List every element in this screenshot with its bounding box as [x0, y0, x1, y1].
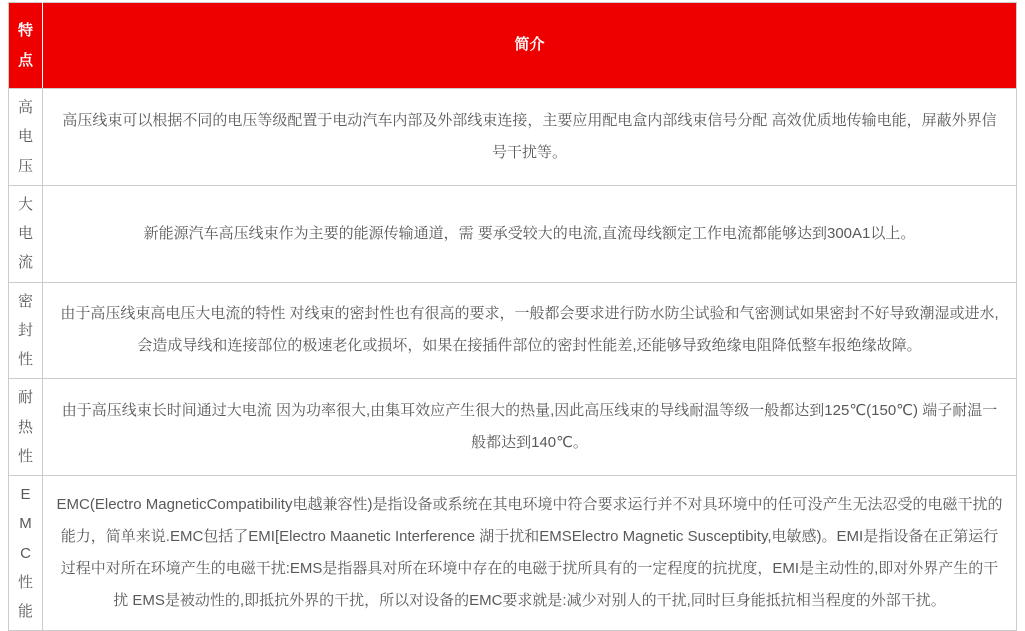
row-text-high-voltage: 高压线束可以根据不同的电压等级配置于电动汽车内部及外部线束连接，主要应用配电盒内部线束信号分配 高效优质地传输电能，屏蔽外界信号干扰等。 — [43, 89, 1017, 186]
row-label-high-current: 大电流 — [9, 185, 43, 282]
header-intro-column: 简介 — [43, 3, 1017, 89]
table-row — [9, 476, 1017, 631]
table-row — [9, 379, 1017, 476]
table-row — [9, 282, 1017, 379]
row-label-emc-performance: EMC性能 — [9, 476, 43, 631]
row-label-high-voltage: 高电压 — [9, 89, 43, 186]
row-text-high-current: 新能源汽车高压线束作为主要的能源传输通道，需 要承受较大的电流,直流母线额定工作电流都能够达到300A1以上。 — [43, 185, 1017, 282]
header-feature-column: 特点 — [9, 3, 43, 89]
row-label-sealing: 密封性 — [9, 282, 43, 379]
row-text-heat-resistance: 由于高压线束长时间通过大电流 因为功率很大,由集耳效应产生很大的热量,因此高压线束的导线耐温等级一般都达到125℃(150℃) 端子耐温一般都达到140℃。 — [43, 379, 1017, 476]
header-row — [9, 3, 1017, 89]
table-row — [9, 89, 1017, 186]
row-text-sealing: 由于高压线束高电压大电流的特性 对线束的密封性也有很高的要求，一般都会要求进行防水防尘试验和气密测试如果密封不好导致潮湿或进水,会造成导线和连接部位的极速老化或损坏，如果在接插件部位的密封性能差,还能够导致绝缘电阻降低整车报绝缘故障。 — [43, 282, 1017, 379]
table-row — [9, 185, 1017, 282]
features-table — [8, 2, 1017, 631]
row-label-heat-resistance: 耐热性 — [9, 379, 43, 476]
row-text-emc-performance: EMC(Electro MagneticCompatibility电越兼容性)是指设备或系统在其电环境中符合要求运行并不对具环境中的任可没产生无法忍受的电磁干扰的能力，简单来说.EMC包括了EMI[Electro Maanetic Interference 湖于扰和EMSElectro Magnetic Susceptibity,电敏感)。EMI是指设备在正第运行过程中对所在环境产生的电磁干扰:EMS是指器具对所在环境中存在的电磁于扰所具有的一定程度的抗扰度，EMI是主动性的,即对外界产生的干扰 EMS是被动性的,即抵抗外界的干扰，所以对设备的EMC要求就是:减少对别人的干扰,同时巨身能抵抗相当程度的外部干扰。 — [43, 476, 1017, 631]
